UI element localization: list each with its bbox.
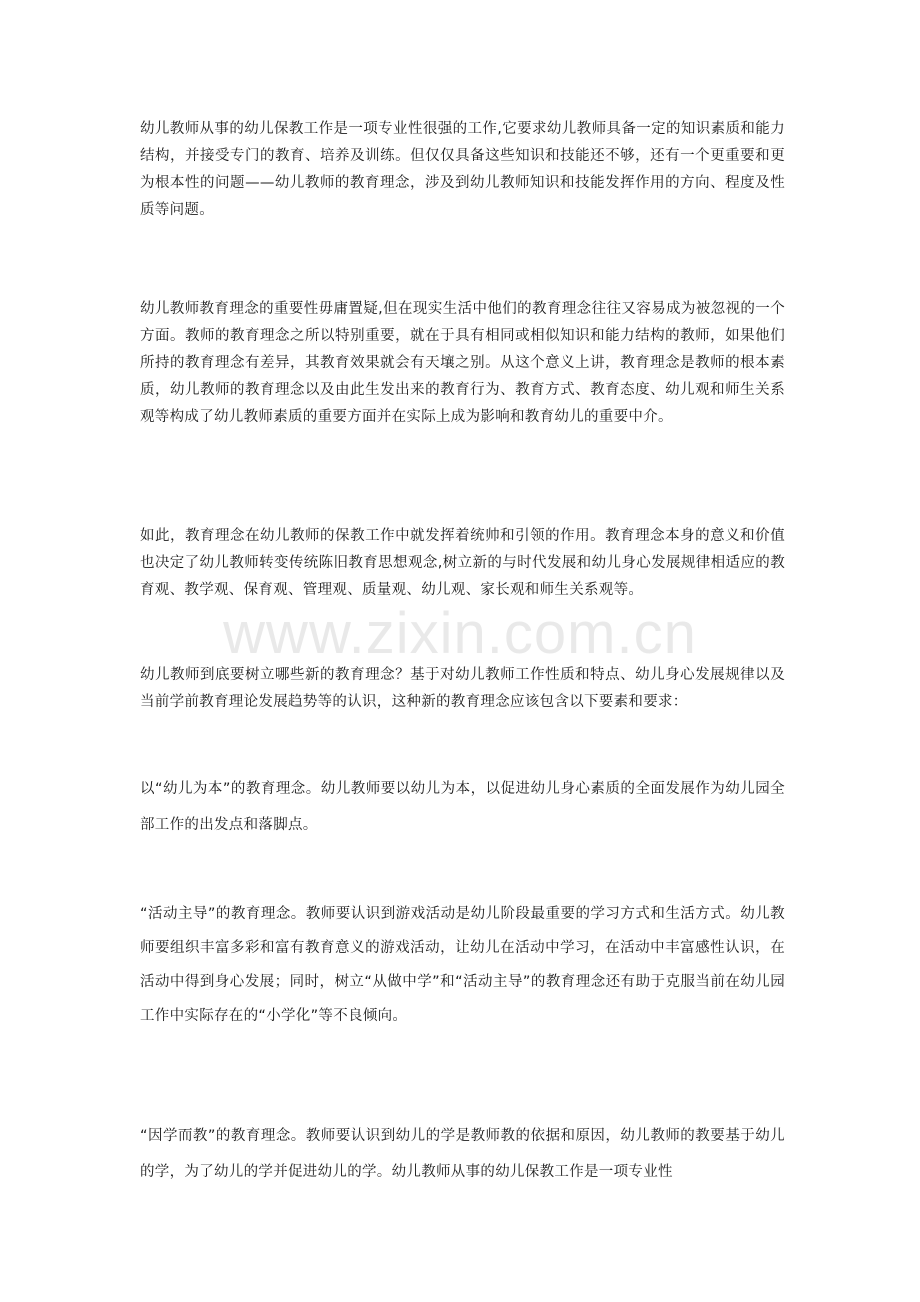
paragraph-2: 幼儿教师教育理念的重要性毋庸置疑,但在现实生活中他们的教育理念往往又容易成为被忽视的一个方面。教师的教育理念之所以特别重要，就在于具有相同或相似知识和能力结构的教师，如果他们所持的教育理念有差异，其教育效果就会有天壤之别。从这个意义上讲，教育理念是教师的根本素质，幼儿教师的教育理念以及由此生发出来的教育行为、教育方式、教育态度、幼儿观和师生关系观等构成了幼儿教师素质的重要方面并在实际上成为影响和教育幼儿的重要中介。 [140,301,785,425]
paragraph-1: 幼儿教师从事的幼儿保教工作是一项专业性很强的工作,它要求幼儿教师具备一定的知识素质和能力结构，并接受专门的教育、培养及训练。但仅仅具备这些知识和技能还不够，还有一个更重要和更为根本性的问题——幼儿教师的教育理念，涉及到幼儿教师知识和技能发挥作用的方向、程度及性质等问题。 [140,121,785,218]
paragraph-6: “活动主导”的教育理念。教师要认识到游戏活动是幼儿阶段最重要的学习方式和生活方式。幼儿教师要组织丰富多彩和富有教育意义的游戏活动，让幼儿在活动中学习，在活动中丰富感性认识，在活动中得到身心发展；同时，树立“从做中学”和“活动主导”的教育理念还有助于克服当前在幼儿园工作中实际存在的“小学化”等不良倾向。 [140,906,785,1024]
paragraph-4: 幼儿教师到底要树立哪些新的教育理念？基于对幼儿教师工作性质和特点、幼儿身心发展规律以及当前学前教育理论发展趋势等的认识，这种新的教育理念应该包含以下要素和要求： [140,667,785,710]
paragraph-3: 如此，教育理念在幼儿教师的保教工作中就发挥着统帅和引领的作用。教育理念本身的意义和价值也决定了幼儿教师转变传统陈旧教育思想观念,树立新的与时代发展和幼儿身心发展规律相适应的教育观、教学观、保育观、管理观、质量观、幼儿观、家长观和师生关系观等。 [140,528,785,598]
watermark: www.zixin.com.cn [223,601,697,666]
paragraph-5: 以“幼儿为本”的教育理念。幼儿教师要以幼儿为本，以促进幼儿身心素质的全面发展作为幼儿园全部工作的出发点和落脚点。 [140,781,785,833]
paragraph-7: “因学而教”的教育理念。教师要认识到幼儿的学是教师教的依据和原因，幼儿教师的教要基于幼儿的学，为了幼儿的学并促进幼儿的学。幼儿教师从事的幼儿保教工作是一项专业性 [140,1128,785,1180]
